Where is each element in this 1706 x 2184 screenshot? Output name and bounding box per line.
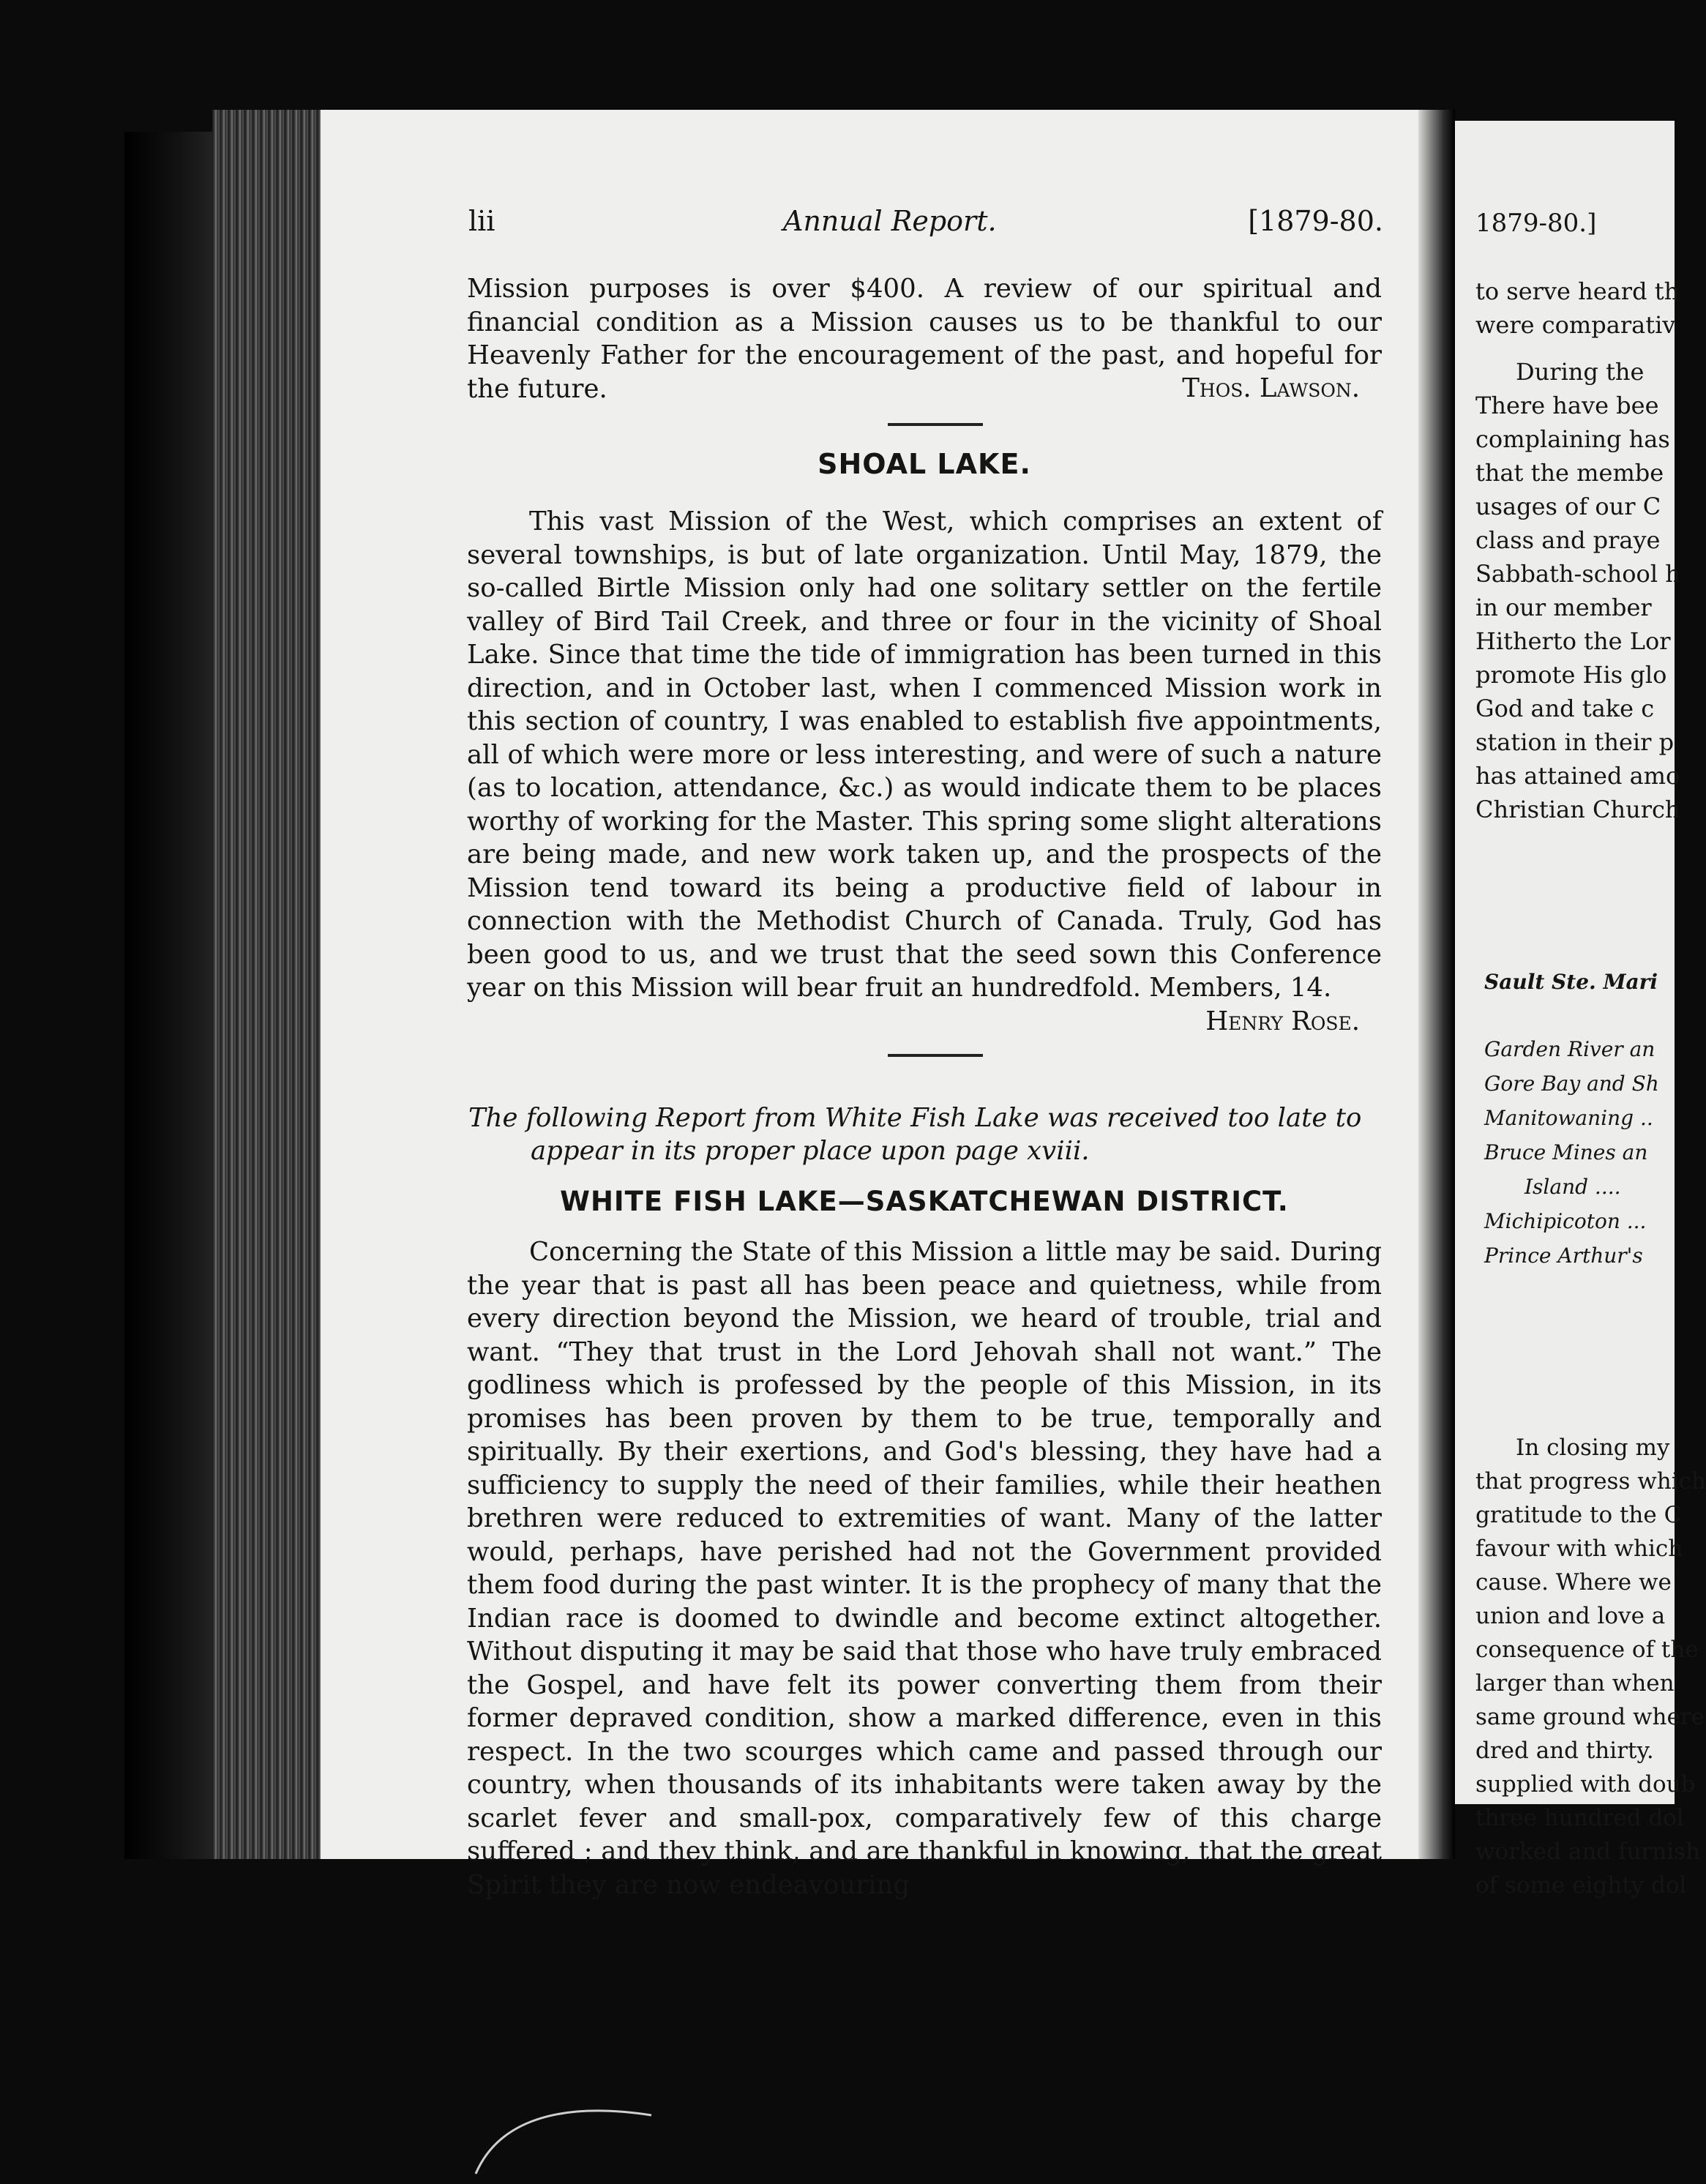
text-line: that the membe — [1475, 459, 1664, 487]
lawson-report — [467, 272, 1382, 405]
table-row: Prince Arthur's — [1484, 1244, 1643, 1268]
text-line: of some eighty dol — [1475, 1872, 1687, 1899]
page-edges — [212, 110, 322, 1859]
text-line: larger than when — [1475, 1670, 1675, 1697]
late-report-note — [468, 1102, 1383, 1167]
white-fish-lake-heading: WHITE FISH LAKE—SASKATCHEWAN DISTRICT. — [560, 1186, 1289, 1217]
text-line: Christian Church — [1475, 796, 1680, 823]
text-line: union and love a — [1475, 1603, 1666, 1629]
right-block-1 — [1475, 274, 1679, 342]
text-line: has attained amo — [1475, 762, 1680, 790]
running-header — [468, 205, 1383, 249]
table-row: Gore Bay and Sh — [1484, 1072, 1659, 1096]
lawson-paragraph: Mission purposes is over $400. A review of our spiritual and financial condition as a Mission causes us to be thankful to our Heavenly Father for the encouragement of the past, and hopeful for the future. — [467, 274, 1382, 404]
section-divider-2 — [888, 1054, 983, 1057]
rose-signature: Henry Rose. — [1205, 1006, 1360, 1036]
text-line: promote His glo — [1475, 661, 1667, 689]
text-line: complaining has — [1475, 425, 1670, 453]
right-block-2 — [1475, 355, 1680, 826]
sault-ste-marie-label: Sault Ste. Mari — [1484, 970, 1658, 994]
text-line: three hundred dol — [1475, 1805, 1684, 1831]
text-line: supplied with doub — [1475, 1771, 1696, 1798]
text-line: usages of our C — [1475, 493, 1661, 520]
white-fish-lake-paragraph: Concerning the State of this Mission a little may be said. During the year that is past all has been peace and quietness, while from every direction beyond the Mission, we heard of trouble, trial and want. “They that trust in the Lord Jehovah shall not want.” The godliness which is professed by the people of this Mission, in its promises has been proven by them to be true, temporally and spiritually. By their exertions, and God's blessing, they have had a sufficiency to supply the need of their families, while their heathen brethren were reduced to extremities of want. Many of the latter would, perhaps, have perished had not the Government provided them food during the past winter. It is the prophecy of many that the Indian race is doomed to dwindle and become extinct altogether. Without disputing it may be said that those who have truly embraced the Gospel, and have felt its power converting them from their former depraved condition, show a marked difference, even in this respect. In the two scourges which came and passed through our country, when thousands of its inhabitants were taken away by the scarlet fever and small-pox, comparatively few of this charge suffered ; and they think, and are thankful in knowing, that the great Spirit they are now endeavouring — [467, 1237, 1382, 1900]
text-line: There have bee — [1475, 392, 1659, 419]
film-scratch-mark — [468, 2093, 659, 2181]
book-spine — [124, 132, 212, 1859]
text-line: Sabbath-school h — [1475, 560, 1680, 588]
mission-table — [1484, 1032, 1659, 1273]
text-line: same ground where — [1475, 1704, 1705, 1730]
table-row: Manitowaning .. — [1484, 1106, 1653, 1130]
running-year: [1879-80. — [1248, 205, 1383, 237]
right-running-year: 1879-80.] — [1475, 209, 1597, 238]
text-line: In closing my — [1516, 1435, 1670, 1461]
right-page — [1455, 121, 1706, 1899]
text-line: were comparativ — [1475, 311, 1676, 339]
text-line: worked and furnish — [1475, 1839, 1701, 1865]
white-fish-lake-report — [467, 1235, 1382, 1901]
text-line: cause. Where we — [1475, 1569, 1672, 1596]
page-number: lii — [468, 205, 495, 237]
shoal-lake-report — [467, 505, 1382, 1038]
text-line: consequence of the — [1475, 1637, 1699, 1663]
text-line: in our member — [1475, 594, 1652, 621]
text-line: favour with which — [1475, 1536, 1683, 1562]
table-row: Michipicoton ... — [1484, 1209, 1647, 1233]
text-line: Hitherto the Lor — [1475, 627, 1671, 655]
shoal-lake-heading: SHOAL LAKE. — [818, 448, 1031, 480]
table-row: Garden River an — [1484, 1037, 1656, 1061]
shoal-lake-paragraph: This vast Mission of the West, which comprises an extent of several townships, is but of late organization. Until May, 1879, the so-called Birtle Mission only had one solitary settler on the fertile valley of Bird Tail Creek, and three or four in the vicinity of Shoal Lake. Since that time the tide of immigration has been turned in this direction, and in October last, when I commenced Mission work in this section of country, I was enabled to establish five appointments, all of which were more or less interesting, and were of such a nature (as to location, attendance, &c.) as would indicate them to be places worthy of working for the Master. This spring some slight alterations are being made, and new work taken up, and the prospects of the Mission tend toward its being a productive field of labour in connection with the Methodist Church of Canada. Truly, God has been good to us, and we trust that the seed sown this Conference year on this Mission will bear fruit an hundredfold. Members, 14. — [467, 506, 1382, 1003]
right-block-3 — [1475, 1431, 1706, 1902]
book-gutter — [1418, 110, 1455, 1859]
text-line: dred and thirty. — [1475, 1738, 1654, 1764]
text-line: that progress which — [1475, 1468, 1706, 1495]
text-line: class and praye — [1475, 526, 1661, 554]
text-line: During the — [1516, 358, 1645, 386]
running-title: Annual Report. — [783, 205, 997, 237]
late-note-line-1: The following Report from White Fish Lake was received too late to — [468, 1103, 1362, 1133]
section-divider — [888, 423, 983, 426]
table-row: Bruce Mines an — [1484, 1140, 1648, 1164]
lawson-signature: Thos. Lawson. — [1182, 373, 1360, 403]
text-line: to serve heard th — [1475, 277, 1680, 305]
late-note-line-2: appear in its proper place upon page xviii. — [531, 1136, 1090, 1166]
text-line: gratitude to the C — [1475, 1502, 1682, 1528]
table-row: Island .... — [1524, 1175, 1621, 1199]
text-line: God and take c — [1475, 695, 1655, 722]
text-line: station in their p — [1475, 728, 1675, 756]
